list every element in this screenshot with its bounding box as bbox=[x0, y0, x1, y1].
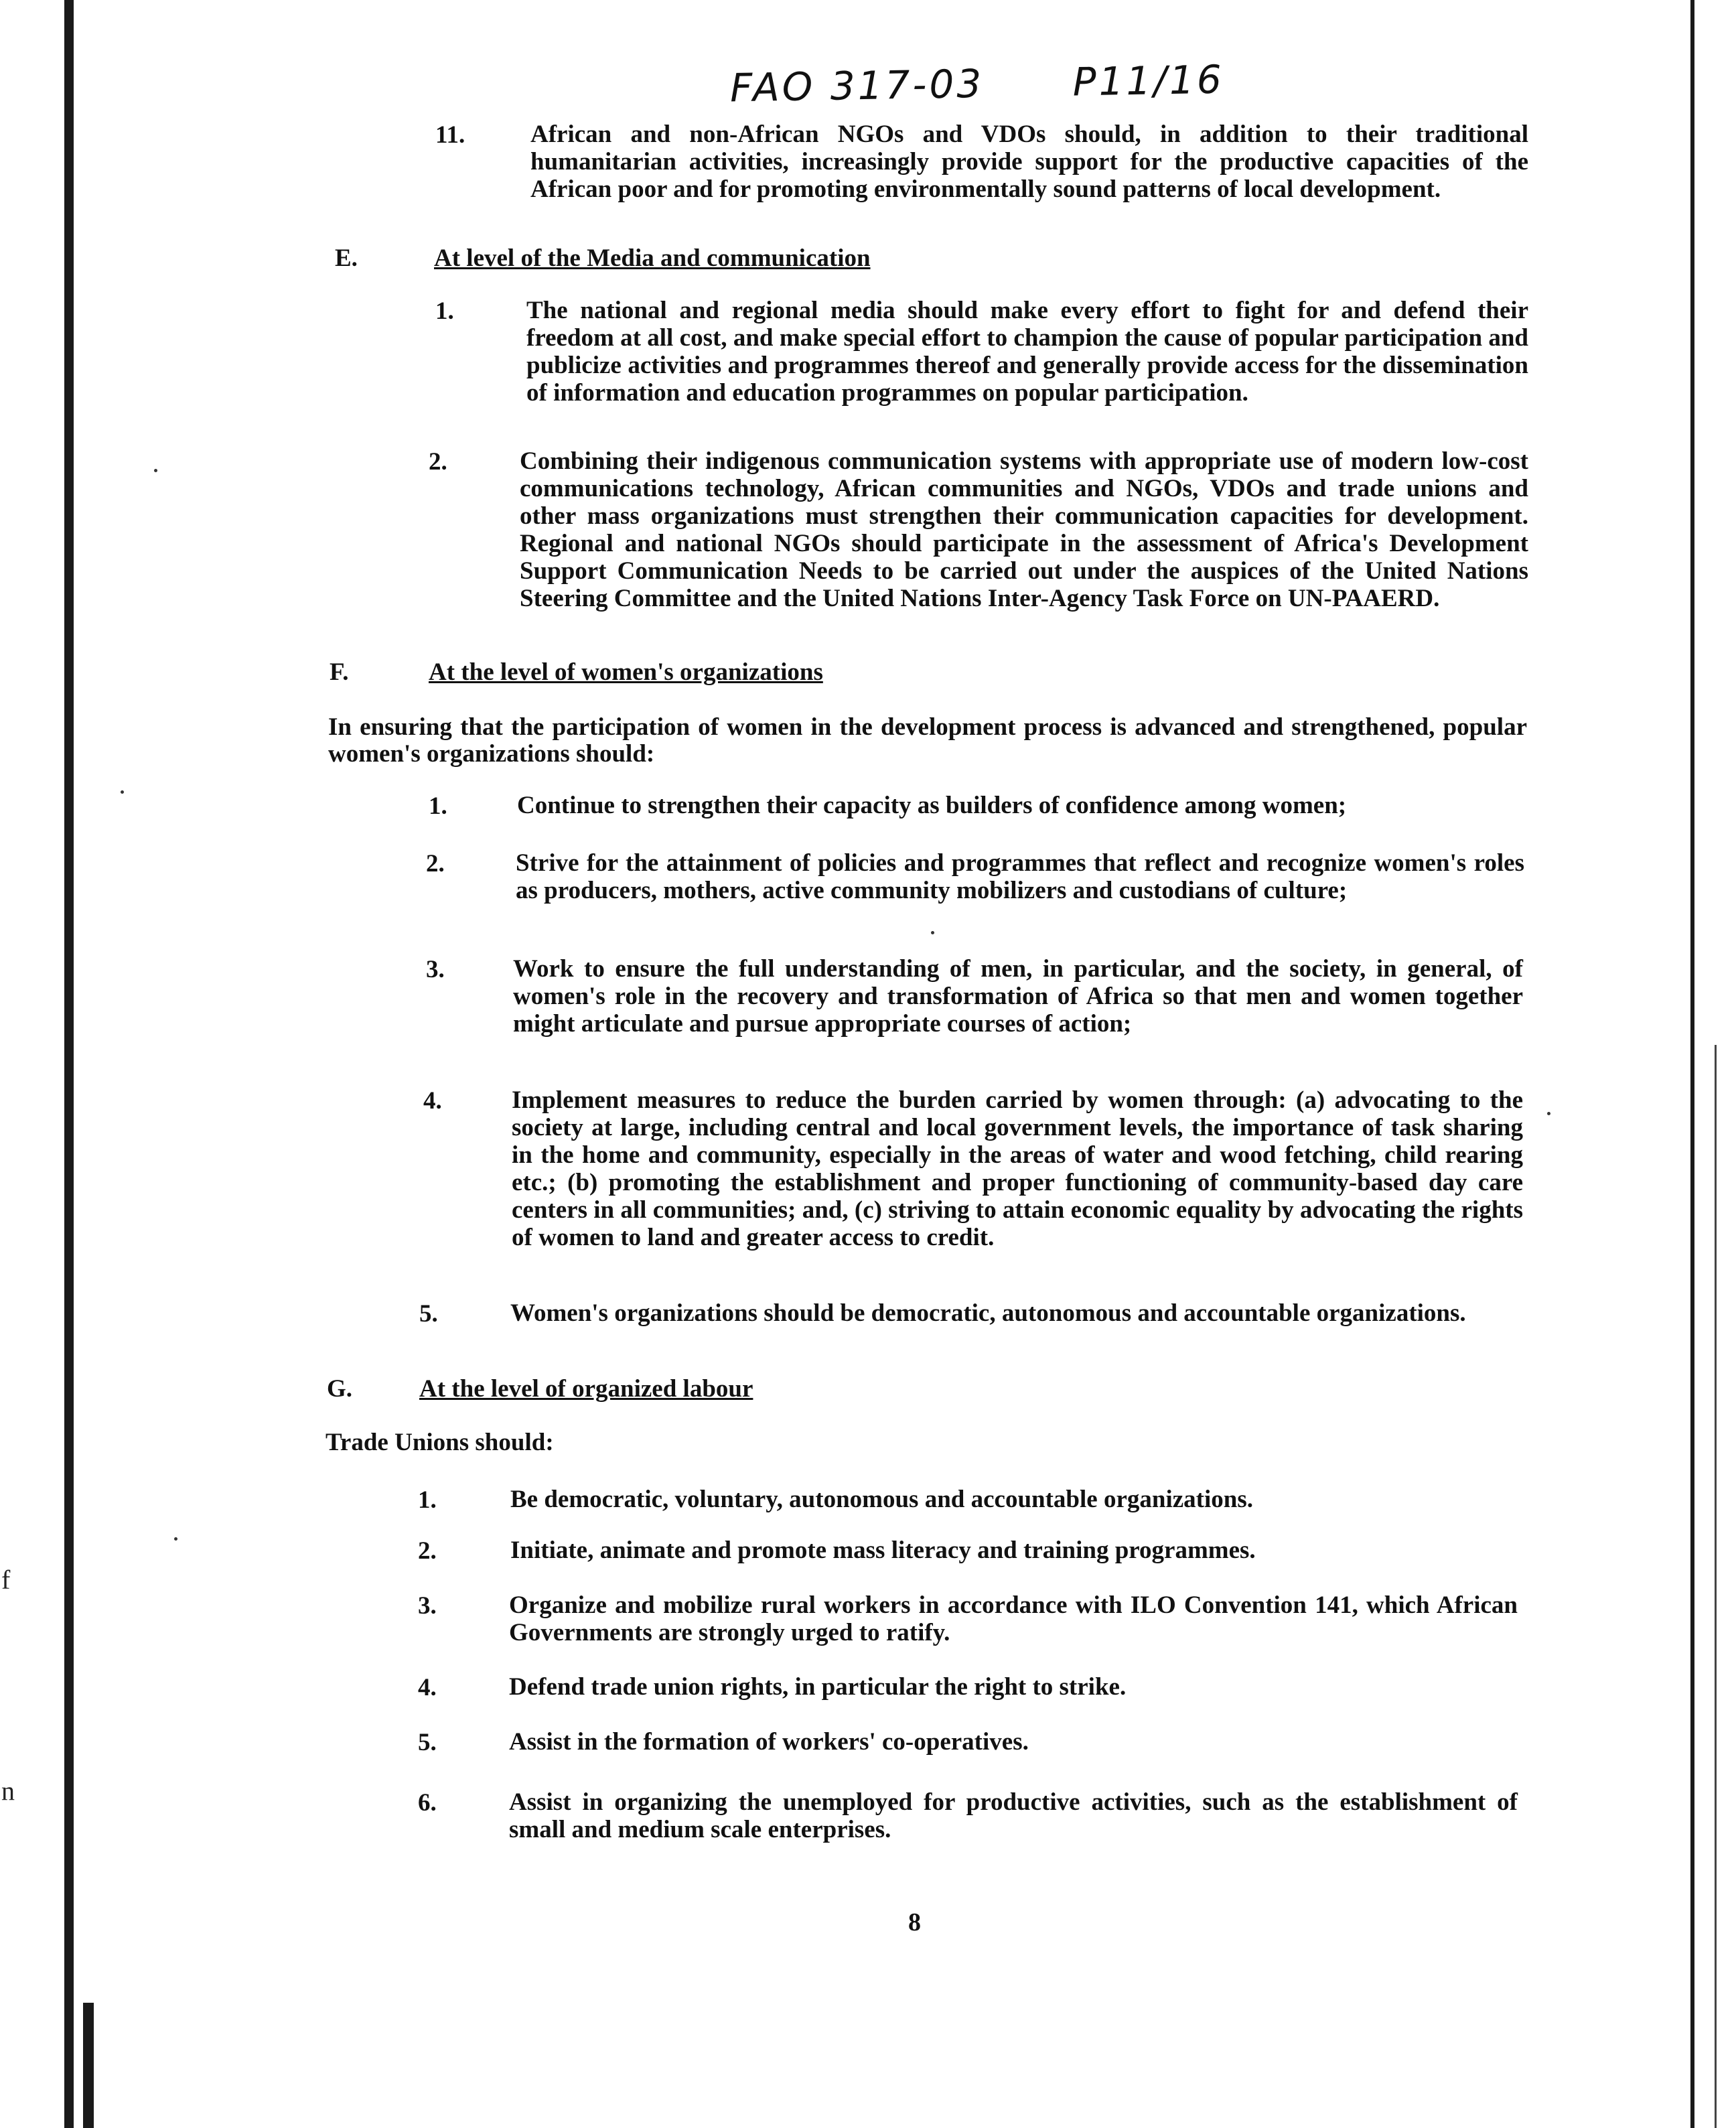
item-text: Combining their indigenous communication systems with appropriate use of modern low-cost communications technology, African communities and NGOs, VDOs and trade unions and other mass organizations must strengthen their communication capacities for development. Regional and national NGOs should participate in the assessment of Africa's Development Support Communication Needs to be carried out under the auspices of the United Nations Steering Committee and the United Nations Inter-Agency Task Force on UN-PAAERD. bbox=[520, 447, 1528, 612]
item-text: Implement measures to reduce the burden carried by women through: (a) advocating to the society at large, including central and local government levels, the importance of task sharing in the home and community, especially in the areas of water and wood fetching, child rearing etc.; (b) promoting the establishment and proper functioning of community-based day care centers in all communities; and, (c) striving to attain economic equality by advocating the rights of women to land and greater access to credit. bbox=[512, 1086, 1523, 1251]
handwritten-page: P11/16 bbox=[1072, 56, 1225, 105]
item-number: 2. bbox=[429, 448, 447, 476]
scan-speck bbox=[174, 1537, 177, 1541]
scan-speck bbox=[154, 469, 157, 472]
item-number: 2. bbox=[418, 1537, 437, 1565]
section-letter: F. bbox=[330, 658, 349, 686]
item-number: 4. bbox=[418, 1674, 437, 1701]
item-text: Defend trade union rights, in particular the right to strike. bbox=[509, 1673, 1127, 1701]
scan-right-edge bbox=[1690, 0, 1694, 2128]
scan-left-edge-lower bbox=[83, 2003, 94, 2128]
handwritten-reference: FAO 317-03 bbox=[729, 60, 985, 111]
section-letter: E. bbox=[335, 244, 358, 272]
page-number: 8 bbox=[908, 1908, 921, 1936]
item-text: Assist in the formation of workers' co-operatives. bbox=[509, 1728, 1029, 1756]
section-title: At the level of organized labour bbox=[419, 1375, 753, 1403]
scan-speck bbox=[931, 931, 934, 934]
item-number: 5. bbox=[418, 1729, 437, 1756]
item-number: 3. bbox=[426, 956, 445, 983]
item-number: 1. bbox=[435, 297, 454, 325]
item-text: Be democratic, voluntary, autonomous and accountable organizations. bbox=[510, 1486, 1253, 1513]
item-text: Assist in organizing the unemployed for productive activities, such as the establishment of small and medium scale enterprises. bbox=[509, 1788, 1518, 1843]
item-text: Continue to strengthen their capacity as builders of confidence among women; bbox=[517, 792, 1347, 819]
item-text: Initiate, animate and promote mass literacy and training programmes. bbox=[510, 1537, 1256, 1564]
item-text: The national and regional media should make every effort to fight for and defend their freedom at all cost, and make special effort to champion the cause of popular participation and publicize activities and programmes thereof and generally provide access for the dissemination of information and education programmes on popular participation. bbox=[526, 297, 1528, 407]
margin-mark-n: n bbox=[1, 1776, 15, 1806]
scan-speck bbox=[121, 790, 124, 794]
scan-right-edge-inner bbox=[1715, 1045, 1717, 2128]
item-number: 4. bbox=[423, 1087, 442, 1115]
item-number: 1. bbox=[418, 1486, 437, 1514]
handwritten-annotation bbox=[729, 56, 1298, 111]
item-text: Work to ensure the full understanding of men, in particular, and the society, in general, of women's role in the recovery and transformation of Africa so that men and women together might articulate and pursue appropriate courses of action; bbox=[513, 955, 1523, 1038]
section-title: At the level of women's organizations bbox=[429, 658, 823, 686]
scan-speck bbox=[1547, 1112, 1550, 1115]
section-letter: G. bbox=[327, 1375, 353, 1403]
scan-left-edge bbox=[64, 0, 74, 2128]
item-number: 11. bbox=[435, 121, 465, 149]
section-intro: In ensuring that the participation of women in the development process is advanced and strengthened, popular women's organizations should: bbox=[328, 713, 1527, 768]
item-number: 1. bbox=[429, 792, 447, 820]
item-number: 5. bbox=[419, 1300, 438, 1328]
item-number: 2. bbox=[426, 850, 445, 877]
item-text: Women's organizations should be democratic, autonomous and accountable organizations. bbox=[510, 1299, 1466, 1327]
item-text: Strive for the attainment of policies and programmes that reflect and recognize women's roles as producers, mothers, active community mobilizers and custodians of culture; bbox=[516, 849, 1524, 904]
item-number: 3. bbox=[418, 1592, 437, 1620]
item-text: Organize and mobilize rural workers in accordance with ILO Convention 141, which African Governments are strongly urged to ratify. bbox=[509, 1591, 1518, 1646]
margin-mark-f: f bbox=[1, 1565, 11, 1595]
item-number: 6. bbox=[418, 1789, 437, 1817]
section-title: At level of the Media and communication bbox=[434, 244, 871, 272]
item-text: African and non-African NGOs and VDOs should, in addition to their traditional humanitarian activities, increasingly provide support for the productive capacities of the African poor and for promoting environmentally sound patterns of local development. bbox=[530, 121, 1528, 203]
section-intro: Trade Unions should: bbox=[326, 1429, 554, 1456]
